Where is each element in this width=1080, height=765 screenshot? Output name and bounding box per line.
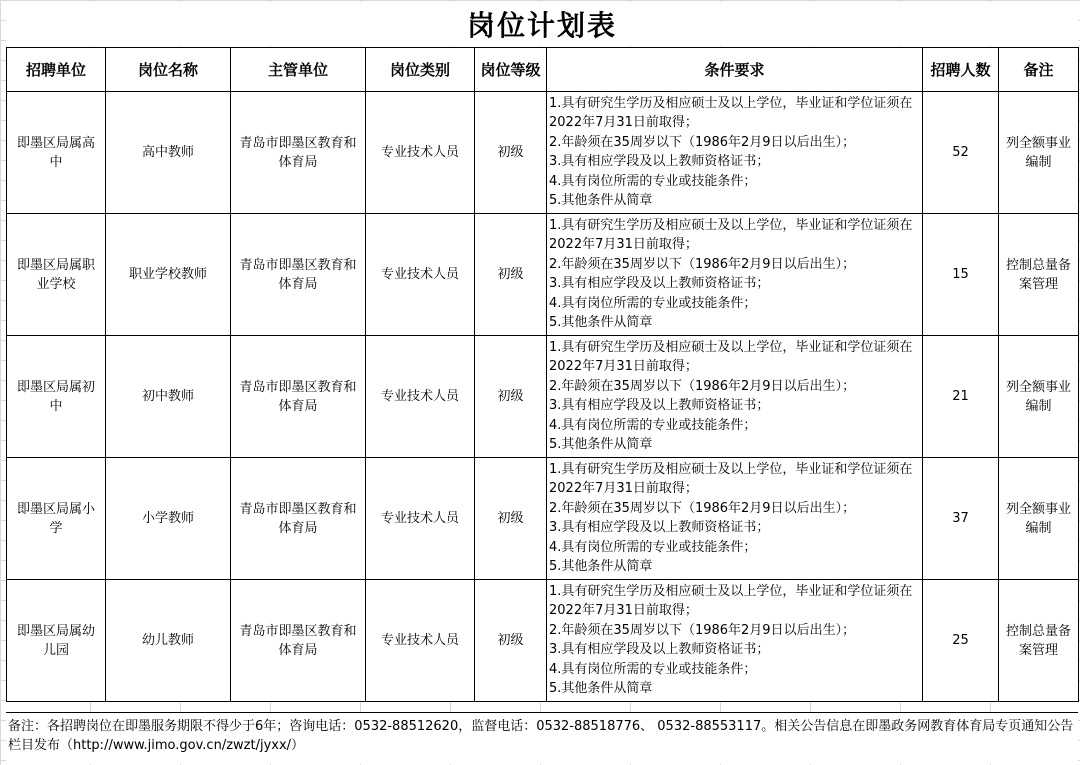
condition-line: 3.具有相应学段及以上教师资格证书；: [549, 276, 770, 292]
header-position: 岗位名称: [106, 48, 231, 92]
page-title: 岗位计划表: [6, 2, 1078, 46]
cell-count: 25: [923, 580, 999, 702]
cell-count: 52: [923, 92, 999, 214]
condition-line: 2.年龄须在35周岁以下（1986年2月9日以后出生）；: [549, 134, 856, 150]
cell-category: 专业技术人员: [366, 92, 475, 214]
cell-unit: 即墨区局属初中: [7, 336, 106, 458]
condition-line: 3.具有相应学段及以上教师资格证书；: [549, 642, 770, 658]
condition-line: 1.具有研究生学历及相应硕士及以上学位，毕业证和学位证须在2022年7月31日前取得；: [549, 340, 913, 375]
cell-authority: 青岛市即墨区教育和体育局: [231, 214, 366, 336]
condition-line: 2.年龄须在35周岁以下（1986年2月9日以后出生）；: [549, 500, 856, 516]
header-note: 备注: [999, 48, 1079, 92]
header-authority: 主管单位: [231, 48, 366, 92]
condition-line: 5.其他条件从简章: [549, 559, 653, 575]
condition-line: 5.其他条件从简章: [549, 437, 653, 453]
condition-line: 3.具有相应学段及以上教师资格证书；: [549, 520, 770, 536]
condition-line: 4.具有岗位所需的专业或技能条件；: [549, 173, 757, 189]
condition-line: 3.具有相应学段及以上教师资格证书；: [549, 398, 770, 414]
condition-line: 5.其他条件从简章: [549, 315, 653, 331]
cell-note: 控制总量备案管理: [999, 580, 1079, 702]
cell-note: 控制总量备案管理: [999, 214, 1079, 336]
cell-unit: 即墨区局属幼儿园: [7, 580, 106, 702]
cell-conditions: [547, 458, 923, 580]
footer-note: 备注：各招聘岗位在即墨服务期限不得少于6年；咨询电话：0532-88512620，监督电话：0532-88518776、 0532-88553117。相关公告信息在即墨政务网教育体育局专页通知公告栏目发布（http://www.jimo.gov.cn/zwzt/jyxx/）: [6, 712, 1078, 764]
header-unit: 招聘单位: [7, 48, 106, 92]
cell-category: 专业技术人员: [366, 580, 475, 702]
cell-position: 小学教师: [106, 458, 231, 580]
cell-unit: 即墨区局属小学: [7, 458, 106, 580]
cell-conditions: [547, 580, 923, 702]
cell-position: 初中教师: [106, 336, 231, 458]
cell-count: 37: [923, 458, 999, 580]
cell-level: 初级: [475, 214, 547, 336]
cell-note: 列全额事业编制: [999, 458, 1079, 580]
cell-conditions: [547, 92, 923, 214]
cell-level: 初级: [475, 458, 547, 580]
condition-line: 4.具有岗位所需的专业或技能条件；: [549, 295, 757, 311]
condition-line: 2.年龄须在35周岁以下（1986年2月9日以后出生）；: [549, 622, 856, 638]
cell-authority: 青岛市即墨区教育和体育局: [231, 458, 366, 580]
header-count: 招聘人数: [923, 48, 999, 92]
cell-unit: 即墨区局属高中: [7, 92, 106, 214]
header-conditions: 条件要求: [547, 48, 923, 92]
cell-count: 21: [923, 336, 999, 458]
cell-level: 初级: [475, 92, 547, 214]
cell-conditions: [547, 336, 923, 458]
cell-position: 高中教师: [106, 92, 231, 214]
cell-position: 职业学校教师: [106, 214, 231, 336]
table-row: [7, 336, 1079, 458]
table-row: [7, 580, 1079, 702]
cell-level: 初级: [475, 336, 547, 458]
position-plan-table: [6, 47, 1079, 702]
table-row: [7, 92, 1079, 214]
cell-note: 列全额事业编制: [999, 92, 1079, 214]
cell-authority: 青岛市即墨区教育和体育局: [231, 580, 366, 702]
condition-line: 1.具有研究生学历及相应硕士及以上学位，毕业证和学位证须在2022年7月31日前取得；: [549, 462, 913, 497]
condition-line: 3.具有相应学段及以上教师资格证书；: [549, 154, 770, 170]
condition-line: 2.年龄须在35周岁以下（1986年2月9日以后出生）；: [549, 256, 856, 272]
condition-line: 1.具有研究生学历及相应硕士及以上学位，毕业证和学位证须在2022年7月31日前取得；: [549, 96, 913, 131]
table-row: [7, 458, 1079, 580]
cell-unit: 即墨区局属职业学校: [7, 214, 106, 336]
header-category: 岗位类别: [366, 48, 475, 92]
header-row: [7, 48, 1079, 92]
cell-authority: 青岛市即墨区教育和体育局: [231, 336, 366, 458]
condition-line: 5.其他条件从简章: [549, 193, 653, 209]
cell-category: 专业技术人员: [366, 336, 475, 458]
cell-category: 专业技术人员: [366, 214, 475, 336]
condition-line: 4.具有岗位所需的专业或技能条件；: [549, 417, 757, 433]
table-row: [7, 214, 1079, 336]
cell-note: 列全额事业编制: [999, 336, 1079, 458]
condition-line: 4.具有岗位所需的专业或技能条件；: [549, 661, 757, 677]
cell-position: 幼儿教师: [106, 580, 231, 702]
condition-line: 2.年龄须在35周岁以下（1986年2月9日以后出生）；: [549, 378, 856, 394]
cell-category: 专业技术人员: [366, 458, 475, 580]
cell-level: 初级: [475, 580, 547, 702]
condition-line: 4.具有岗位所需的专业或技能条件；: [549, 539, 757, 555]
condition-line: 1.具有研究生学历及相应硕士及以上学位，毕业证和学位证须在2022年7月31日前取得；: [549, 218, 913, 253]
condition-line: 5.其他条件从简章: [549, 681, 653, 697]
header-level: 岗位等级: [475, 48, 547, 92]
cell-authority: 青岛市即墨区教育和体育局: [231, 92, 366, 214]
cell-count: 15: [923, 214, 999, 336]
condition-line: 1.具有研究生学历及相应硕士及以上学位，毕业证和学位证须在2022年7月31日前取得；: [549, 584, 913, 619]
cell-conditions: [547, 214, 923, 336]
